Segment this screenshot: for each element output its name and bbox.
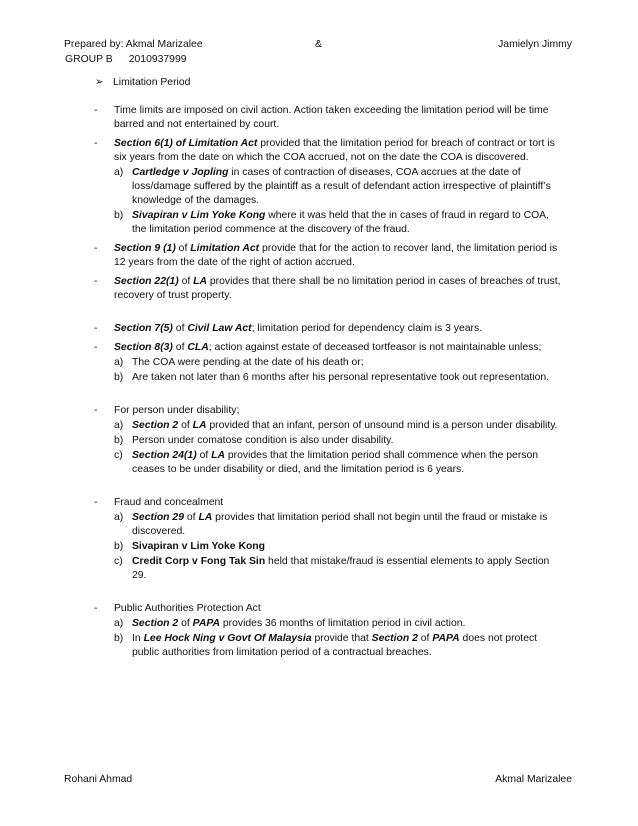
dash-bullet: - (94, 405, 98, 416)
list-item: - For person under disability; a) Section 2 of LA provided that an infant, person of unsound mind is a person under disability. b) Person under comatose condition is also under disability. c) Section 24(1) of LA provides that the limitation period shall commence when the person ceases to be under disability or died, and the limitation period is 6 years. (95, 404, 565, 477)
sub-item: a) Section 2 of LA provided that an infant, person of unsound mind is a person under disability. (114, 420, 558, 431)
dash-bullet: - (94, 138, 98, 149)
case-name: Sivapiran v Lim Yoke Kong (132, 541, 265, 552)
sub-item: a) Section 2 of PAPA provides 36 months of limitation period in civil action. (114, 618, 466, 629)
sub-item: b) Are taken not later than 6 months after his personal representative took out representation. (114, 372, 550, 383)
dash-bullet: - (94, 323, 98, 334)
sub-item: b) Sivapiran v Lim Yoke Kong where it was held that the in cases of fraud in regard to COA, the limitation period commence at the discovery of the fraud. (114, 210, 549, 235)
sub-item: a) The COA were pending at the date of his death or; (114, 357, 364, 368)
page-header (64, 38, 572, 68)
sub-item: a) Section 29 of LA provides that limitation period shall not begin until the fraud or mistake is discovered. (114, 512, 548, 537)
sub-item: b) Person under comatose condition is also under disability. (114, 435, 394, 446)
case-name: Credit Corp v Fong Tak Sin (132, 556, 266, 567)
dash-bullet: - (94, 105, 98, 116)
list-item: - Section 7(5) of Civil Law Act; limitation period for dependency claim is 3 years. (94, 323, 483, 334)
dash-bullet: - (94, 603, 98, 614)
case-name: Sivapiran v Lim Yoke Kong (132, 210, 266, 221)
group-line (65, 53, 187, 67)
dash-bullet: - (94, 276, 98, 287)
footer-left: Rohani Ahmad (64, 774, 133, 785)
footer-right: Akmal Marizalee (495, 774, 572, 785)
prepared-by: Prepared by: Akmal Marizalee (64, 39, 203, 50)
dash-bullet: - (94, 243, 98, 254)
topic-title: Limitation Period (113, 77, 191, 88)
list-item: - Section 6(1) of Limitation Act provided that the limitation period for breach of contract or tort is six years from the date on which the COA accrued, not on the date the COA is discovered. a) Cartledge v Jopling in cases of contraction of diseases, COA accrues at the date of loss/damage suffered by the plaintiff as a result of defendant action irrespective of plaintiff’s knowledge of the damages. b) Sivapiran v Lim Yoke Kong where it was held that the in cases of fraud in regard to COA, the limitation period commence at the discovery of the fraud. (95, 137, 565, 237)
list-item: - Fraud and concealment a) Section 29 of LA provides that limitation period shall not begin until the fraud or mistake is discovered. b) Sivapiran v Lim Yoke Kong c) Credit Corp v Fong Tak Sin held that mistake/fraud is essential elements to apply Section 29. (95, 496, 565, 583)
list-item: - Time limits are imposed on civil action. Action taken exceeding the limitation period will be time barred and not entertained by court. (94, 105, 549, 130)
sub-item: c) Credit Corp v Fong Tak Sin held that mistake/fraud is essential elements to apply Section 29. (114, 556, 550, 581)
list-item: - Section 22(1) of LA provides that there shall be no limitation period in cases of breaches of trust, recovery of trust property. (94, 276, 561, 301)
list-item: - Section 8(3) of CLA; action against estate of deceased tortfeasor is not maintainable unless; a) The COA were pending at the date of his death or; b) Are taken not later than 6 months after his personal representative took out representation. (95, 341, 565, 385)
page-footer (64, 773, 572, 787)
dash-bullet: - (94, 342, 98, 353)
student-id: 2010937999 (128, 54, 187, 65)
topic-heading (95, 76, 565, 90)
ampersand: & (315, 39, 322, 50)
statute-ref: Section 6(1) of Limitation Act (114, 138, 258, 149)
dash-bullet: - (94, 497, 98, 508)
group-label: GROUP B (65, 54, 113, 65)
case-name: Lee Hock Ning v Govt Of Malaysia (143, 633, 312, 644)
case-name: Cartledge v Jopling (132, 167, 229, 178)
co-author: Jamielyn Jimmy (498, 39, 572, 50)
sub-item: c) Section 24(1) of LA provides that the limitation period shall commence when the person ceases to be under disability or died, and the limitation period is 6 years. (114, 450, 539, 475)
notes-body (95, 76, 565, 660)
list-item: - Section 9 (1) of Limitation Act provide that for the action to recover land, the limitation period is 12 years from the date of the right of action accrued. (94, 243, 558, 268)
sub-item: b) Sivapiran v Lim Yoke Kong (114, 541, 265, 552)
sub-item: b) In Lee Hock Ning v Govt Of Malaysia provide that Section 2 of PAPA does not protect public authorities from limitation period of a contractual breaches. (114, 633, 538, 658)
arrow-bullet-icon: ➢ (95, 77, 104, 88)
sub-item: a) Cartledge v Jopling in cases of contraction of diseases, COA accrues at the date of loss/damage suffered by the plaintiff as a result of defendant action irrespective of plaintiff’s knowledge of the damages. (114, 167, 551, 206)
list-item: - Public Authorities Protection Act a) Section 2 of PAPA provides 36 months of limitation period in civil action. b) In Lee Hock Ning v Govt Of Malaysia provide that Section 2 of PAPA does not protect public authorities from limitation period of a contractual breaches. (95, 602, 565, 660)
